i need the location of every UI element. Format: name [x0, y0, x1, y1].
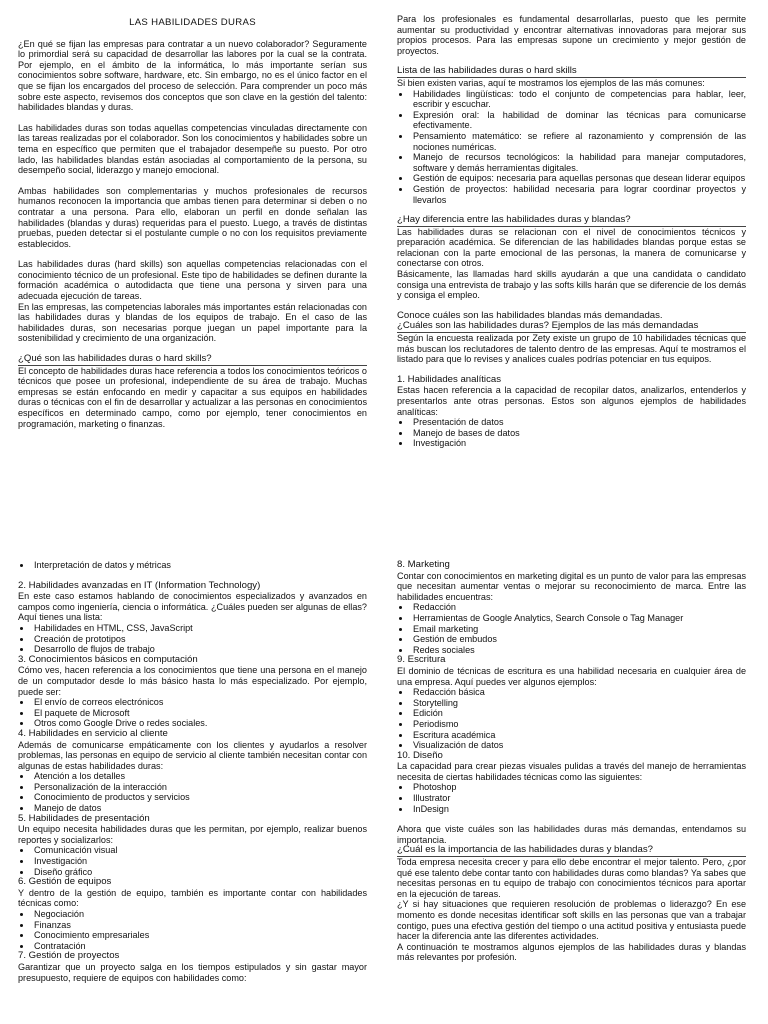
list-item: • Habilidades lingüísticas: todo el conjunto de competencias para hablar, leer, escribir y escuchar.: [411, 89, 746, 110]
list-item: • El envío de correos electrónicos: [32, 697, 367, 708]
list-item: • Redes sociales: [411, 645, 746, 656]
list-item: • Redacción básica: [411, 687, 746, 698]
paragraph: El concepto de habilidades duras hace referencia a todos los conocimientos teóricos o técnicos que posee un profesional, independiente de su área de trabajo. Muchas empresas se están enfocando en medir y capacitar a sus equipos en habilidades duras o técnicas con el fin de desarrollar y actualizar a las personas en conocimientos específicos en determinado campo, como por ejemplo, tener conocimientos en programación, marketing o finanzas.: [18, 365, 367, 429]
list-item: • Gestión de proyectos: habilidad necesaria para lograr coordinar proyectos y llevarlos: [411, 184, 746, 205]
paragraph: Las habilidades duras (hard skills) son aquellas competencias relacionadas con el conocimiento técnico de un profesional. Este tipo de habilidades se definen durante la formación académica o autodidacta que tiene una persona y sirven para una adecuada ejecución de tareas.: [18, 259, 367, 302]
writing-skills-list: [397, 687, 746, 751]
section-heading: ¿Hay diferencia entre las habilidades duras y blandas?: [397, 215, 746, 227]
list-item: • Creación de prototipos: [32, 634, 367, 645]
list-item: • Gestión de equipos: necesaria para aquellas personas que desean liderar equipos: [411, 173, 746, 184]
section-heading: ¿Qué son las habilidades duras o hard skills?: [18, 354, 367, 366]
paragraph: Un equipo necesita habilidades duras que les permitan, por ejemplo, realizar buenos reportes y socializarlos:: [18, 824, 367, 845]
list-item: • Manejo de bases de datos: [411, 428, 746, 439]
section-heading: Conoce cuáles son las habilidades blandas más demandadas.: [397, 309, 663, 321]
paragraph: Y dentro de la gestión de equipo, también es importante contar con habilidades técnicas como:: [18, 887, 367, 909]
list-item: • Finanzas: [32, 920, 367, 931]
analytic-skills-list-continued: [18, 560, 367, 571]
paragraph: Según la encuesta realizada por Zety existe un grupo de 10 habilidades técnicas que más buscan los reclutadores de talento dentro de las empresas. Aquí te mostramos el listado para que lo revises y analices cuales podrías potenciar en tus equipos.: [397, 333, 746, 365]
paragraph: Para los profesionales es fundamental desarrollarlas, puesto que les permite aumentar su productividad y encontrar alternativas innovadoras para mejorar sus propios procesos. Para las empresas supone un crecimiento y mejor gestión de proyectos.: [397, 14, 746, 56]
list-item: • Personalización de la interacción: [32, 782, 367, 793]
list-item: • Habilidades en HTML, CSS, JavaScript: [32, 623, 367, 634]
section-heading: ¿Cuál es la importancia de las habilidades duras y blandas?: [397, 845, 746, 857]
design-skills-list: [397, 782, 746, 814]
list-item: • Illustrator: [411, 793, 746, 804]
section-heading: Lista de las habilidades duras o hard skills: [397, 66, 746, 78]
paragraph: Contar con conocimientos en marketing digital es un punto de valor para las empresas que necesitan aumentar ventas o mejorar su reconocimiento de marca. Entre las habilidades encuentras:: [397, 570, 746, 602]
list-item: • Atención a los detalles: [32, 771, 367, 782]
list-item: • Diseño gráfico: [32, 867, 367, 878]
column-bottom-right: [397, 560, 746, 963]
list-item: • Photoshop: [411, 782, 746, 793]
skills-list: [397, 89, 746, 206]
document-title: LAS HABILIDADES DURAS: [129, 17, 256, 28]
section-heading: 4. Habilidades en servicio al cliente: [18, 727, 168, 739]
customer-service-skills-list: [18, 771, 367, 813]
it-skills-list: [18, 623, 367, 655]
paragraph: ¿En qué se fijan las empresas para contratar a un nuevo colaborador? Seguramente lo primordial será su capacidad de desarrollar las labores por la cual se la contrata. Por ejemplo, en el ámbito de la informática, lo más importante serían sus conocimientos sobre software, hardware, etc. Sin embargo, no es el único factor en el que se fijan los encargados del proceso de selección. Para comprender un poco más sobre este aspecto, revisemos dos conceptos que son clave en la gestión del talento: habilidades blandas y duras.: [18, 38, 367, 113]
computing-skills-list: [18, 697, 367, 729]
paragraph: Garantizar que un proyecto salga en los tiempos estipulados y sin gastar mayor presupuesto, requiere de equipos con habilidades como:: [18, 961, 367, 983]
section-heading: 1. Habilidades analíticas: [397, 373, 501, 385]
paragraph: Las habilidades duras son todas aquellas competencias vinculadas directamente con las tareas realizadas por el colaborador. Son los conocimientos y habilidades sobre un tema en específico que permiten que el trabajador desempeñe su puesto. Por otro lado, las habilidades blandas están asociadas al comportamiento de la persona, su desempeño social, liderazgo y manejo emocional.: [18, 122, 367, 176]
list-item: • Negociación: [32, 909, 367, 920]
analytic-skills-list: [397, 417, 746, 449]
paragraph: En las empresas, las competencias laborales más importantes están relacionadas con las habilidades duras y blandas de los equipos de trabajo. En el caso de las habilidades duras, son necesarias porque juegan un papel importante para la sostenibilidad y crecimiento de una organización.: [18, 301, 367, 344]
column-bottom-left: [18, 560, 367, 983]
list-item: • Storytelling: [411, 698, 746, 709]
list-item: • Conocimiento empresariales: [32, 930, 367, 941]
section-heading: 10. Diseño: [397, 749, 443, 761]
section-heading: ¿Cuáles son las habilidades duras? Ejemplos de las más demandadas: [397, 321, 746, 333]
column-top-right: [397, 14, 746, 449]
paragraph: Estas hacen referencia a la capacidad de recopilar datos, analizarlos, entenderlos y presentarlos ante otras personas. Estos son algunos ejemplos de habilidades analíticas:: [397, 385, 746, 417]
paragraph: ¿Y si hay situaciones que requieren resolución de problemas o liderazgo? En ese momento es donde necesitas identificar soft skills en las personas que van a trabajar contigo, pues una efectiva gestión del tiempo o una actitud positiva y entusiasta puede hacer la diferencia ante las diferentes actividades.: [397, 899, 746, 942]
presentation-skills-list: [18, 845, 367, 877]
list-item: • Interpretación de datos y métricas: [32, 560, 367, 571]
paragraph: Básicamente, las llamadas hard skills ayudarán a que una candidata o candidato consiga una entrevista de trabajo y las softs kills harán que se diferencie de los demás y consiga el empleo.: [397, 269, 746, 301]
paragraph: Ambas habilidades son complementarias y muchos profesionales de recursos humanos reconocen la importancia que ambas tienen para determinar si deben o no contratar a una persona. Para ello, elaboran un perfil en donde señalan las habilidades (blandas y duras) requeridas para el puesto. Luego, a través de distintas pruebas, pueden detectar si el postulante cumple o no con los requisitos previamente establecidos.: [18, 185, 367, 249]
list-item: • Desarrollo de flujos de trabajo: [32, 644, 367, 655]
list-item: • Expresión oral: la habilidad de dominar las técnicas para comunicarse efectivamente.: [411, 110, 746, 131]
section-heading: 7. Gestión de proyectos: [18, 950, 120, 962]
marketing-skills-list: [397, 602, 746, 655]
section-heading: 3. Conocimientos básicos en computación: [18, 653, 198, 665]
paragraph: A continuación te mostramos algunos ejemplos de las habilidades duras y blandas más relevantes por profesión.: [397, 941, 746, 963]
section-heading: 9. Escritura: [397, 654, 446, 666]
paragraph: En este caso estamos hablando de conocimientos especializados y avanzados en campos como ingeniería, ciencia o informática. ¿Cuáles pueden ser algunas de ellas? Aquí tienes una lista:: [18, 591, 367, 623]
section-heading: 2. Habilidades avanzadas en IT (Information Technology): [18, 579, 261, 591]
paragraph: Además de comunicarse empáticamente con los clientes y ayudarlos a resolver problemas, las personas en equipo de servicio al cliente también necesitan contar con algunas de estas habilidades duras:: [18, 739, 367, 771]
list-item: • El paquete de Microsoft: [32, 708, 367, 719]
paragraph: Toda empresa necesita crecer y para ello debe encontrar el mejor talento. Pero, ¿por qué ese talento debe contar tanto con habilidades duras como blandas? Ya sabes que necesitas personas en tu equipo de trabajo con conocimientos técnicos para aportar en la ejecución de tareas.: [397, 857, 746, 899]
paragraph: Cómo ves, hacen referencia a los conocimientos que tiene una persona en el manejo de un computador desde lo más básico hasta lo más especializado. Por ejemplo, puede ser:: [18, 665, 367, 697]
list-item: • Conocimiento de productos y servicios: [32, 792, 367, 803]
list-item: • Periodismo: [411, 719, 746, 730]
paragraph: Las habilidades duras se relacionan con el nivel de conocimientos técnicos y preparación académica. Se diferencian de las habilidades blandas porque estas se relacionan con la parte emocional de las personas, la manera de comunicarse y conectarse con otros.: [397, 226, 746, 269]
list-item: • Presentación de datos: [411, 417, 746, 428]
list-item: • Comunicación visual: [32, 845, 367, 856]
list-item: • Investigación: [411, 438, 746, 449]
section-heading: 5. Habilidades de presentación: [18, 812, 150, 824]
paragraph: Ahora que viste cuáles son las habilidades duras más demandas, entendamos su importancia.: [397, 824, 746, 845]
list-item: • Escritura académica: [411, 730, 746, 741]
list-item: • Contratación: [32, 941, 367, 952]
list-item: • Redacción: [411, 602, 746, 613]
list-item: • Gestión de embudos: [411, 634, 746, 645]
list-item: • Herramientas de Google Analytics, Search Console o Tag Manager: [411, 613, 746, 624]
paragraph: Si bien existen varias, aquí te mostramos los ejemplos de las más comunes:: [397, 77, 705, 88]
column-top-left: [18, 14, 367, 429]
list-item: • Manejo de recursos tecnológicos: la habilidad para manejar computadores, software y demás herramientas digitales.: [411, 152, 746, 173]
list-item: • Investigación: [32, 856, 367, 867]
list-item: • Email marketing: [411, 624, 746, 635]
team-management-skills-list: [18, 909, 367, 951]
paragraph: El dominio de técnicas de escritura es una habilidad necesaria en cualquier área de una empresa. Aquí puedes ver algunos ejemplos:: [397, 665, 746, 687]
paragraph: La capacidad para crear piezas visuales pulidas a través del manejo de herramientas necesita de ciertas habilidades técnicas como las siguientes:: [397, 761, 746, 782]
section-heading: 6. Gestión de equipos: [18, 876, 112, 888]
list-item: • Pensamiento matemático: se refiere al razonamiento y comprensión de las nociones numéricas.: [411, 131, 746, 152]
list-item: • Edición: [411, 708, 746, 719]
section-heading: 8. Marketing: [397, 559, 450, 570]
list-item: • Otros como Google Drive o redes sociales.: [32, 718, 367, 729]
list-item: • Manejo de datos: [32, 803, 367, 814]
list-item: • Visualización de datos: [411, 740, 746, 751]
list-item: • InDesign: [411, 804, 746, 815]
